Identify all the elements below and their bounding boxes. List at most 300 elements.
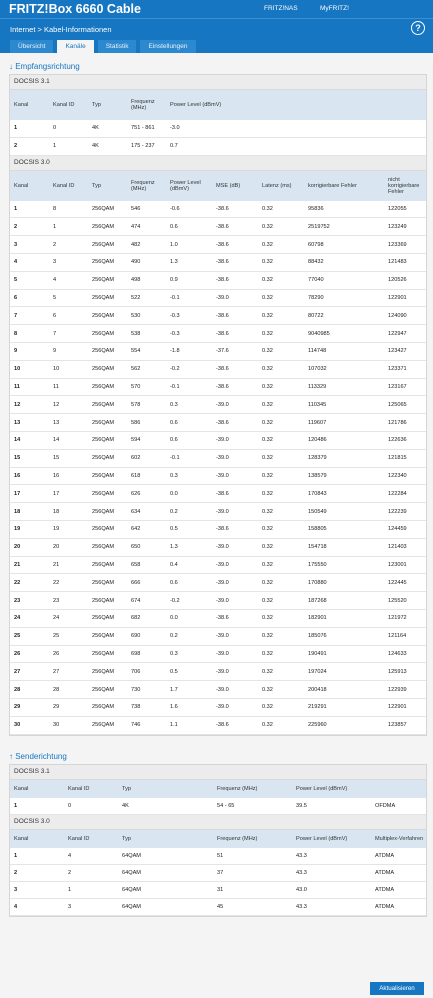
table-cell: 0.32 <box>258 236 304 254</box>
table-cell: 121815 <box>384 449 426 467</box>
table-row <box>10 574 426 592</box>
table-cell: 122055 <box>384 201 426 218</box>
table-cell: 4 <box>64 848 118 865</box>
table-cell: 256QAM <box>88 574 127 592</box>
table-cell: 4K <box>88 137 127 155</box>
table-cell: 0.32 <box>258 556 304 574</box>
table-cell: 121403 <box>384 538 426 556</box>
table-cell: 256QAM <box>88 503 127 521</box>
table-cell: 554 <box>127 342 166 360</box>
table-cell: ATDMA <box>371 898 426 915</box>
table-row <box>10 137 426 155</box>
table-cell: -0.1 <box>166 378 212 396</box>
table-cell: 185076 <box>304 627 384 645</box>
table-cell: 0.32 <box>258 609 304 627</box>
table-cell: 0.5 <box>166 663 212 681</box>
column-header: Power Level (dBmV) <box>292 830 371 848</box>
table-cell: 7 <box>10 307 49 325</box>
table-cell: 122239 <box>384 503 426 521</box>
table-cell: 122939 <box>384 681 426 699</box>
table-header-row <box>10 830 426 848</box>
table-cell: 150549 <box>304 503 384 521</box>
table-cell: 122445 <box>384 574 426 592</box>
table-cell: 9 <box>10 342 49 360</box>
table-cell: 107032 <box>304 360 384 378</box>
table-cell: 123167 <box>384 378 426 396</box>
table-cell: 121483 <box>384 253 426 271</box>
table-cell: 122284 <box>384 485 426 503</box>
table-cell: 0.32 <box>258 271 304 289</box>
table-cell: ATDMA <box>371 864 426 881</box>
table-cell: 256QAM <box>88 360 127 378</box>
table-cell: 1 <box>49 218 88 236</box>
table-cell: 586 <box>127 414 166 432</box>
table-cell: -39.0 <box>212 396 258 414</box>
table-cell: 123857 <box>384 716 426 734</box>
table-row <box>10 538 426 556</box>
table-cell: 642 <box>127 520 166 538</box>
table-cell: 12 <box>10 396 49 414</box>
table-row <box>10 307 426 325</box>
table-cell: -38.6 <box>212 325 258 343</box>
column-header: Kanal ID <box>49 90 88 120</box>
table-cell: -38.6 <box>212 201 258 218</box>
table-cell: 1.0 <box>166 236 212 254</box>
table-cell: 0.2 <box>166 503 212 521</box>
table-cell: 60798 <box>304 236 384 254</box>
table-cell: 28 <box>10 681 49 699</box>
table-cell: 0 <box>64 798 118 815</box>
table-cell: 21 <box>49 556 88 574</box>
table-cell: 6 <box>49 307 88 325</box>
refresh-button[interactable]: Aktualisieren <box>370 982 424 995</box>
table-cell: 0.32 <box>258 342 304 360</box>
brand-logo[interactable]: FRITZ!Box 6660 Cable <box>9 2 141 16</box>
table-cell: 28 <box>49 681 88 699</box>
table-cell: 0 <box>49 120 88 137</box>
table-cell: 9 <box>49 342 88 360</box>
table-cell: -0.1 <box>166 289 212 307</box>
table-cell: 1.6 <box>166 698 212 716</box>
table-cell: 200418 <box>304 681 384 699</box>
table-cell: -39.0 <box>212 449 258 467</box>
table-cell: 690 <box>127 627 166 645</box>
table-row <box>10 645 426 663</box>
column-header: Kanal ID <box>64 830 118 848</box>
table-cell: 0.32 <box>258 485 304 503</box>
column-header: Kanal ID <box>49 171 88 201</box>
column-header: Frequenz (MHz) <box>127 171 166 201</box>
table-cell: 125065 <box>384 396 426 414</box>
table-cell: 125520 <box>384 592 426 610</box>
table-cell: -39.0 <box>212 627 258 645</box>
table-cell: 256QAM <box>88 396 127 414</box>
table-cell: 0.32 <box>258 627 304 645</box>
table-cell: 3 <box>64 898 118 915</box>
table-row <box>10 253 426 271</box>
table-cell: 0.32 <box>258 503 304 521</box>
table-row <box>10 396 426 414</box>
table-row <box>10 271 426 289</box>
table-cell: -38.6 <box>212 307 258 325</box>
table-cell: 23 <box>49 592 88 610</box>
column-header: Frequenz (MHz) <box>213 780 292 798</box>
table-cell: 121164 <box>384 627 426 645</box>
table-cell: 2 <box>10 137 49 155</box>
table-cell: 14 <box>49 431 88 449</box>
table-cell: -0.3 <box>166 307 212 325</box>
sub-header <box>0 18 433 53</box>
table-cell: 570 <box>127 378 166 396</box>
table-cell: 256QAM <box>88 236 127 254</box>
table-cell: 1 <box>10 201 49 218</box>
table-cell: -0.3 <box>166 325 212 343</box>
table-cell: 64QAM <box>118 898 213 915</box>
table-cell: 114748 <box>304 342 384 360</box>
tab-settings[interactable]: Einstellungen <box>140 40 195 53</box>
table-cell: 658 <box>127 556 166 574</box>
downstream-docsis31-table <box>10 90 426 156</box>
table-cell: 256QAM <box>88 467 127 485</box>
table-cell: 256QAM <box>88 431 127 449</box>
table-cell: 190491 <box>304 645 384 663</box>
table-cell: 125913 <box>384 663 426 681</box>
table-cell: 4 <box>10 898 64 915</box>
table-cell: 51 <box>213 848 292 865</box>
table-row <box>10 663 426 681</box>
table-cell: 7 <box>49 325 88 343</box>
table-cell: 123249 <box>384 218 426 236</box>
table-cell: 17 <box>49 485 88 503</box>
table-cell: 0.32 <box>258 538 304 556</box>
table-cell: 119607 <box>304 414 384 432</box>
help-icon[interactable]: ? <box>411 21 425 35</box>
table-cell: 27 <box>49 663 88 681</box>
table-cell: 0.32 <box>258 378 304 396</box>
table-cell: 546 <box>127 201 166 218</box>
table-cell: 225960 <box>304 716 384 734</box>
table-cell: 634 <box>127 503 166 521</box>
downstream-panel <box>9 74 427 736</box>
table-cell: 123369 <box>384 236 426 254</box>
table-cell: 0.32 <box>258 663 304 681</box>
table-cell: 124633 <box>384 645 426 663</box>
table-cell: -38.6 <box>212 716 258 734</box>
upstream-docsis31-table <box>10 780 426 815</box>
table-cell: 256QAM <box>88 663 127 681</box>
table-cell: 256QAM <box>88 342 127 360</box>
table-row <box>10 798 426 815</box>
table-cell: 15 <box>10 449 49 467</box>
main-content <box>0 52 433 917</box>
column-header: Typ <box>88 90 127 120</box>
table-row <box>10 864 426 881</box>
table-cell: 256QAM <box>88 218 127 236</box>
column-header: Frequenz (MHz) <box>127 90 166 120</box>
table-cell: 0.32 <box>258 396 304 414</box>
table-cell: 578 <box>127 396 166 414</box>
table-cell: 0.32 <box>258 325 304 343</box>
table-cell: 1 <box>10 798 64 815</box>
table-row <box>10 342 426 360</box>
table-cell: 256QAM <box>88 520 127 538</box>
table-cell: 25 <box>49 627 88 645</box>
table-row <box>10 289 426 307</box>
table-cell: 0.32 <box>258 574 304 592</box>
table-cell: -38.6 <box>212 360 258 378</box>
column-header: Frequenz (MHz) <box>213 830 292 848</box>
table-cell: 77040 <box>304 271 384 289</box>
column-header: Multiplex-Verfahren <box>371 830 426 848</box>
table-cell: 256QAM <box>88 201 127 218</box>
column-header: nicht korrigierbare Fehler <box>384 171 426 201</box>
table-cell: 27 <box>10 663 49 681</box>
table-cell: 4 <box>49 271 88 289</box>
table-cell: 0.0 <box>166 609 212 627</box>
table-cell: 120526 <box>384 271 426 289</box>
table-cell: 182901 <box>304 609 384 627</box>
table-cell: 0.3 <box>166 645 212 663</box>
table-cell: 256QAM <box>88 253 127 271</box>
table-cell: 751 - 861 <box>127 120 166 137</box>
table-cell: 682 <box>127 609 166 627</box>
table-cell: 674 <box>127 592 166 610</box>
table-cell: 43.3 <box>292 864 371 881</box>
table-cell: 626 <box>127 485 166 503</box>
table-cell: -39.0 <box>212 431 258 449</box>
table-cell: 0.32 <box>258 253 304 271</box>
table-cell: 54 - 65 <box>213 798 292 815</box>
table-cell: 256QAM <box>88 716 127 734</box>
table-cell: 4K <box>88 120 127 137</box>
table-cell: 0.4 <box>166 556 212 574</box>
table-cell: 88432 <box>304 253 384 271</box>
table-cell: 0.32 <box>258 449 304 467</box>
table-cell: 18 <box>49 503 88 521</box>
column-header: korrigierbare Fehler <box>304 171 384 201</box>
table-cell: 29 <box>10 698 49 716</box>
table-cell: 187268 <box>304 592 384 610</box>
table-cell: 474 <box>127 218 166 236</box>
table-cell: 256QAM <box>88 609 127 627</box>
table-cell: 0.6 <box>166 574 212 592</box>
table-cell: 0.32 <box>258 681 304 699</box>
table-cell: 0.32 <box>258 520 304 538</box>
table-cell: 22 <box>49 574 88 592</box>
table-row <box>10 201 426 218</box>
table-cell: -38.6 <box>212 485 258 503</box>
table-row <box>10 503 426 521</box>
column-header: Typ <box>118 780 213 798</box>
table-cell: 482 <box>127 236 166 254</box>
table-cell: 650 <box>127 538 166 556</box>
table-cell: 154718 <box>304 538 384 556</box>
table-cell: -38.6 <box>212 414 258 432</box>
table-row <box>10 627 426 645</box>
table-cell: 121786 <box>384 414 426 432</box>
table-cell: 158805 <box>304 520 384 538</box>
table-cell: 122340 <box>384 467 426 485</box>
table-cell: -38.6 <box>212 609 258 627</box>
table-cell: 120486 <box>304 431 384 449</box>
table-cell: 18 <box>10 503 49 521</box>
table-cell: 138579 <box>304 467 384 485</box>
table-cell: 2 <box>10 864 64 881</box>
table-cell: 1 <box>10 120 49 137</box>
table-cell: 256QAM <box>88 307 127 325</box>
table-cell: ATDMA <box>371 848 426 865</box>
tab-statistics[interactable]: Statistik <box>98 40 137 53</box>
table-cell: 25 <box>10 627 49 645</box>
column-header: Kanal <box>10 830 64 848</box>
table-cell: -39.0 <box>212 681 258 699</box>
table-cell: 6 <box>10 289 49 307</box>
table-row <box>10 378 426 396</box>
table-header-row <box>10 780 426 798</box>
column-header: Power Level (dBmV) <box>166 90 426 120</box>
table-cell: 30 <box>10 716 49 734</box>
table-cell: 594 <box>127 431 166 449</box>
table-cell: 256QAM <box>88 485 127 503</box>
table-cell: 123371 <box>384 360 426 378</box>
table-cell: 43.3 <box>292 898 371 915</box>
table-cell: 0.6 <box>166 431 212 449</box>
table-cell: 31 <box>213 881 292 898</box>
table-cell: -37.6 <box>212 342 258 360</box>
table-cell: 2 <box>10 218 49 236</box>
table-cell: 95836 <box>304 201 384 218</box>
table-cell: -0.2 <box>166 360 212 378</box>
table-cell: 0.32 <box>258 201 304 218</box>
table-cell: 256QAM <box>88 325 127 343</box>
table-cell: 1.3 <box>166 538 212 556</box>
table-cell: 13 <box>49 414 88 432</box>
downstream-title: ↓ Empfangsrichtung <box>9 62 80 71</box>
downstream-docsis30-label: DOCSIS 3.0 <box>10 156 426 171</box>
table-cell: 602 <box>127 449 166 467</box>
table-cell: 3 <box>10 881 64 898</box>
table-cell: 0.32 <box>258 360 304 378</box>
table-row <box>10 698 426 716</box>
table-cell: 0.3 <box>166 467 212 485</box>
column-header: Power Level (dBmV) <box>292 780 371 798</box>
table-cell: 21 <box>10 556 49 574</box>
table-cell: 122947 <box>384 325 426 343</box>
column-header: Kanal <box>10 90 49 120</box>
table-cell: 124090 <box>384 307 426 325</box>
table-cell: -38.6 <box>212 253 258 271</box>
table-cell: -0.6 <box>166 201 212 218</box>
table-row <box>10 848 426 865</box>
table-cell: 122901 <box>384 698 426 716</box>
table-cell: 0.32 <box>258 414 304 432</box>
table-cell: 746 <box>127 716 166 734</box>
table-cell: 256QAM <box>88 414 127 432</box>
table-header-row <box>10 171 426 201</box>
table-cell: 530 <box>127 307 166 325</box>
table-cell: 1 <box>64 881 118 898</box>
table-cell: 121972 <box>384 609 426 627</box>
table-cell: 0.3 <box>166 396 212 414</box>
upstream-docsis30-table <box>10 830 426 916</box>
table-cell: 3 <box>10 236 49 254</box>
table-cell: 122636 <box>384 431 426 449</box>
table-cell: 124459 <box>384 520 426 538</box>
table-cell: -38.6 <box>212 236 258 254</box>
table-cell: -39.0 <box>212 538 258 556</box>
table-cell: 123427 <box>384 342 426 360</box>
table-cell: 45 <box>213 898 292 915</box>
column-header: Kanal <box>10 171 49 201</box>
table-cell: 37 <box>213 864 292 881</box>
table-cell: 14 <box>10 431 49 449</box>
table-cell: 170843 <box>304 485 384 503</box>
table-cell: 498 <box>127 271 166 289</box>
table-cell: 618 <box>127 467 166 485</box>
table-cell: 1.7 <box>166 681 212 699</box>
table-cell: 17 <box>10 485 49 503</box>
table-cell: 197024 <box>304 663 384 681</box>
table-cell: 30 <box>49 716 88 734</box>
table-cell: 11 <box>49 378 88 396</box>
table-cell: 23 <box>10 592 49 610</box>
column-header: Typ <box>118 830 213 848</box>
table-cell: 80722 <box>304 307 384 325</box>
column-header: Kanal <box>10 780 64 798</box>
table-cell: -39.0 <box>212 698 258 716</box>
table-cell: 15 <box>49 449 88 467</box>
table-row <box>10 898 426 915</box>
table-row <box>10 681 426 699</box>
table-cell: 16 <box>10 467 49 485</box>
table-cell: -38.6 <box>212 218 258 236</box>
table-cell: 128379 <box>304 449 384 467</box>
table-cell: 4 <box>10 253 49 271</box>
table-cell: -39.0 <box>212 574 258 592</box>
table-cell: 113329 <box>304 378 384 396</box>
table-cell: 26 <box>49 645 88 663</box>
table-cell: -39.0 <box>212 663 258 681</box>
table-cell: 0.6 <box>166 414 212 432</box>
tab-channels[interactable]: Kanäle <box>57 40 93 53</box>
tab-overview[interactable]: Übersicht <box>10 40 53 53</box>
table-cell: 24 <box>10 609 49 627</box>
table-cell: 0.5 <box>166 520 212 538</box>
table-row <box>10 592 426 610</box>
table-cell: 0.32 <box>258 716 304 734</box>
table-cell: -38.6 <box>212 271 258 289</box>
fritz-nas-link[interactable]: FRITZ!NAS <box>264 5 298 12</box>
table-cell: 256QAM <box>88 271 127 289</box>
table-cell: 256QAM <box>88 681 127 699</box>
downstream-docsis30-table <box>10 171 426 735</box>
table-cell: 738 <box>127 698 166 716</box>
table-cell: 2519752 <box>304 218 384 236</box>
myfritz-link[interactable]: MyFRITZ! <box>320 5 349 12</box>
table-cell: 562 <box>127 360 166 378</box>
table-row <box>10 120 426 137</box>
table-cell: 0.2 <box>166 627 212 645</box>
table-cell: 730 <box>127 681 166 699</box>
table-cell: 256QAM <box>88 449 127 467</box>
table-cell: 122901 <box>384 289 426 307</box>
table-cell: 24 <box>49 609 88 627</box>
table-row <box>10 414 426 432</box>
table-row <box>10 236 426 254</box>
table-cell: OFDMA <box>371 798 426 815</box>
table-cell: 19 <box>49 520 88 538</box>
table-cell: 538 <box>127 325 166 343</box>
